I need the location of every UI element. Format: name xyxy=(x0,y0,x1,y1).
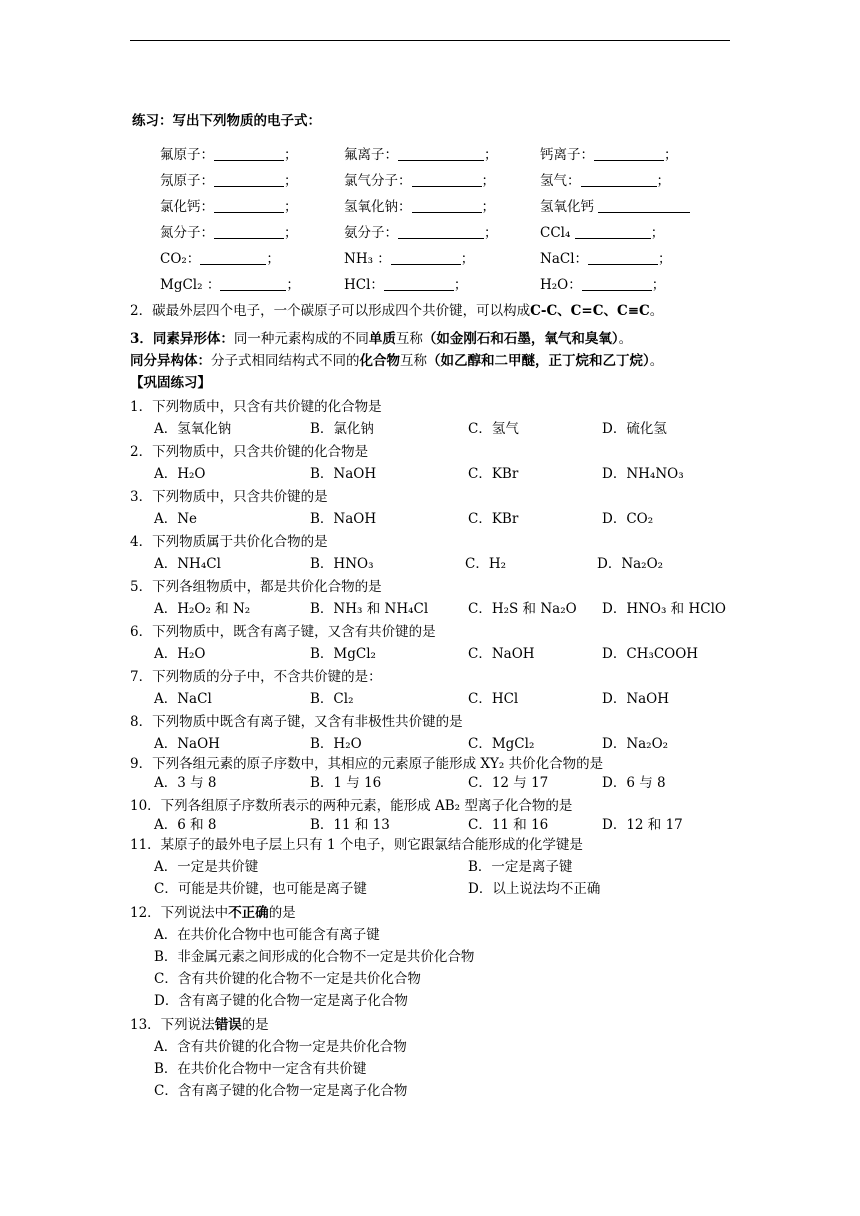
header-rule xyxy=(130,40,730,41)
question-7-option-c: C．HCl xyxy=(468,691,519,707)
answer-blank xyxy=(214,147,284,161)
answer-blank xyxy=(384,277,454,291)
question-13-option-c: C．含有离子键的化合物一定是离子化合物 xyxy=(154,1083,408,1099)
formula-label: HCl： xyxy=(344,277,384,293)
question-9-option-d: D．6 与 8 xyxy=(602,775,666,791)
formula-end: ； xyxy=(284,173,298,189)
electron-formula-item xyxy=(540,172,670,190)
question-7-option-b: B．Cl₂ xyxy=(310,691,354,707)
question-10-option-a: A．6 和 8 xyxy=(154,817,217,833)
note-carbon-bonds: 2．碳最外层四个电子，一个碳原子可以形成四个共价键，可以构成C-C、C=C、C≡C。 xyxy=(130,303,664,319)
question-3-stem: 3．下列物质中，只含共价键的是 xyxy=(130,489,328,505)
question-9-option-c: C．12 与 17 xyxy=(468,775,549,791)
question-12-option-c: C．含有共价键的化合物不一定是共价化合物 xyxy=(154,971,421,987)
formula-end: ； xyxy=(481,199,495,215)
question-6-option-b: B．MgCl₂ xyxy=(310,646,376,662)
answer-blank xyxy=(581,173,657,187)
question-2-option-b: B．NaOH xyxy=(310,466,377,482)
question-11-option-a: A．一定是共价键 xyxy=(154,859,259,875)
formula-end: ； xyxy=(484,147,498,163)
formula-label: NaCl： xyxy=(540,251,589,267)
question-5-option-a: A．H₂O₂ 和 N₂ xyxy=(154,601,251,617)
question-5-stem: 5．下列各组物质中，都是共价化合物的是 xyxy=(130,579,382,595)
formula-label: 氨分子： xyxy=(344,225,398,241)
answer-blank xyxy=(220,277,286,291)
question-6-option-c: C．NaOH xyxy=(468,646,535,662)
section-title: 【巩固练习】 xyxy=(130,375,211,391)
formula-end: ； xyxy=(481,173,495,189)
formula-label: 氮分子： xyxy=(160,225,214,241)
question-8-option-c: C．MgCl₂ xyxy=(468,736,535,752)
answer-blank xyxy=(598,199,690,213)
formula-label: 氟原子： xyxy=(160,147,214,163)
question-10-option-b: B．11 和 13 xyxy=(310,817,390,833)
question-11-option-d: D．以上说法均不正确 xyxy=(468,881,601,897)
question-7-option-d: D．NaOH xyxy=(602,691,670,707)
question-13-option-a: A．含有共价键的化合物一定是共价化合物 xyxy=(154,1039,407,1055)
question-1-stem: 1．下列物质中，只含有共价键的化合物是 xyxy=(130,399,382,415)
question-12-option-a: A．在共价化合物中也可能含有离子键 xyxy=(154,927,380,943)
question-11-option-b: B．一定是离子键 xyxy=(468,859,573,875)
formula-label: H₂O： xyxy=(540,277,582,293)
question-5-option-d: D．HNO₃ 和 HClO xyxy=(602,601,726,617)
question-8-option-d: D．Na₂O₂ xyxy=(602,736,669,752)
formula-end: ； xyxy=(484,225,498,241)
note-isomers: 同分异构体：分子式相同结构式不同的化合物互称（如乙醇和二甲醚，正丁烷和乙丁烷）。 xyxy=(130,353,664,369)
question-8-option-b: B．H₂O xyxy=(310,736,362,752)
formula-end: ； xyxy=(651,277,666,293)
answer-blank xyxy=(214,225,284,239)
question-11-stem: 11．某原子的最外电子层上只有 1 个电子，则它跟氯结合能形成的化学键是 xyxy=(130,837,583,853)
formula-label: 钙离子： xyxy=(540,147,594,163)
formula-end: ； xyxy=(266,251,280,267)
answer-blank xyxy=(200,251,266,265)
question-1-option-b: B．氯化钠 xyxy=(310,421,374,437)
answer-blank xyxy=(412,173,482,187)
question-10-option-c: C．11 和 16 xyxy=(468,817,549,833)
question-10-option-d: D．12 和 17 xyxy=(602,817,683,833)
question-6-stem: 6．下列物质中，既含有离子键，又含有共价键的是 xyxy=(130,624,436,640)
note-allotropes: 3．同素异形体：同一种元素构成的不同单质互称（如金刚石和石墨，氧气和臭氧）。 xyxy=(130,331,633,347)
formula-end: ； xyxy=(656,173,670,189)
formula-end: ； xyxy=(650,225,665,241)
question-4-option-c: C．H₂ xyxy=(465,556,507,572)
question-7-option-a: A．NaCl xyxy=(154,691,212,707)
electron-formula-item xyxy=(160,146,298,164)
question-2-option-c: C．KBr xyxy=(468,466,519,482)
question-3-option-b: B．NaOH xyxy=(310,511,377,527)
question-7-stem: 7．下列物质的分子中，不含共价键的是： xyxy=(130,669,382,685)
question-12-option-d: D．含有离子键的化合物一定是离子化合物 xyxy=(154,993,408,1009)
question-1-option-c: C．氢气 xyxy=(468,421,519,437)
question-9-stem: 9．下列各组元素的原子序数中，其相应的元素原子能形成 XY₂ 共价化合物的是 xyxy=(130,756,604,772)
electron-formula-item xyxy=(160,172,298,190)
electron-formula-item xyxy=(344,198,495,216)
question-12-stem: 12．下列说法中不正确的是 xyxy=(130,905,296,921)
formula-end: ； xyxy=(460,251,475,267)
formula-end: ； xyxy=(658,251,672,267)
electron-formula-item xyxy=(160,198,298,216)
formula-label: CO₂： xyxy=(160,251,201,267)
question-12-option-b: B．非金属元素之间形成的化合物不一定是共价化合物 xyxy=(154,949,475,965)
question-4-option-d: D．Na₂O₂ xyxy=(597,556,664,572)
formula-label: 氢气： xyxy=(540,173,581,189)
electron-formula-item xyxy=(344,250,474,268)
formula-label: 氢氧化钠： xyxy=(344,199,412,215)
question-6-option-d: D．CH₃COOH xyxy=(602,646,699,662)
electron-formula-item xyxy=(160,250,280,268)
electron-formula-item xyxy=(540,146,678,164)
question-1-option-a: A．氢氧化钠 xyxy=(154,421,232,437)
electron-formula-item xyxy=(540,250,672,268)
question-3-option-d: D．CO₂ xyxy=(602,511,654,527)
formula-end: ； xyxy=(284,199,298,215)
question-11-option-c: C．可能是共价键，也可能是离子键 xyxy=(154,881,367,897)
formula-label: MgCl₂ ： xyxy=(160,277,221,293)
electron-formula-item xyxy=(344,276,467,294)
electron-formula-item xyxy=(160,276,300,294)
formula-label: 氖原子： xyxy=(160,173,214,189)
question-10-stem: 10．下列各组原子序数所表示的两种元素，能形成 AB₂ 型离子化合物的是 xyxy=(130,798,573,814)
formula-end: ； xyxy=(286,277,300,293)
question-9-option-a: A．3 与 8 xyxy=(154,775,217,791)
formula-label: 氟离子： xyxy=(344,147,398,163)
answer-blank xyxy=(582,277,652,291)
question-2-stem: 2．下列物质中，只含共价键的化合物是 xyxy=(130,444,369,460)
answer-blank xyxy=(575,225,651,239)
question-13-option-b: B．在共价化合物中一定含有共价键 xyxy=(154,1061,367,1077)
answer-blank xyxy=(588,251,658,265)
electron-formula-item xyxy=(344,172,495,190)
answer-blank xyxy=(398,147,484,161)
question-2-option-d: D．NH₄NO₃ xyxy=(602,466,684,482)
answer-blank xyxy=(214,199,284,213)
question-9-option-b: B．1 与 16 xyxy=(310,775,382,791)
question-4-stem: 4．下列物质属于共价化合物的是 xyxy=(130,534,328,550)
question-6-option-a: A．H₂O xyxy=(154,646,206,662)
answer-blank xyxy=(412,199,482,213)
formula-label: 氯化钙： xyxy=(160,199,214,215)
electron-formula-item xyxy=(540,276,665,294)
answer-blank xyxy=(398,225,484,239)
answer-blank xyxy=(391,251,461,265)
question-5-option-b: B．NH₃ 和 NH₄Cl xyxy=(310,601,429,617)
exercise-heading: 练习：写出下列物质的电子式： xyxy=(132,113,321,129)
question-8-option-a: A．NaOH xyxy=(154,736,220,752)
formula-end: ； xyxy=(453,277,468,293)
question-5-option-c: C．H₂S 和 Na₂O xyxy=(468,601,577,617)
formula-label: 氢氧化钙 xyxy=(540,199,599,215)
electron-formula-item xyxy=(160,224,298,242)
question-8-stem: 8．下列物质中既含有离子键，又含有非极性共价键的是 xyxy=(130,714,463,730)
formula-end: ； xyxy=(284,147,298,163)
formula-label: NH₃ ： xyxy=(344,251,391,267)
electron-formula-item xyxy=(540,198,690,216)
question-4-option-a: A．NH₄Cl xyxy=(154,556,221,572)
question-1-option-d: D．硫化氢 xyxy=(602,421,667,437)
formula-label: CCl₄ xyxy=(540,225,575,241)
question-3-option-a: A．Ne xyxy=(154,511,198,527)
answer-blank xyxy=(214,173,284,187)
question-13-stem: 13．下列说法错误的是 xyxy=(130,1017,269,1033)
question-4-option-b: B．HNO₃ xyxy=(310,556,374,572)
formula-end: ； xyxy=(664,147,678,163)
answer-blank xyxy=(594,147,664,161)
question-3-option-c: C．KBr xyxy=(468,511,519,527)
electron-formula-item xyxy=(344,224,498,242)
formula-label: 氯气分子： xyxy=(344,173,412,189)
question-2-option-a: A．H₂O xyxy=(154,466,206,482)
electron-formula-item xyxy=(540,224,664,242)
formula-end: ； xyxy=(284,225,298,241)
electron-formula-item xyxy=(344,146,498,164)
